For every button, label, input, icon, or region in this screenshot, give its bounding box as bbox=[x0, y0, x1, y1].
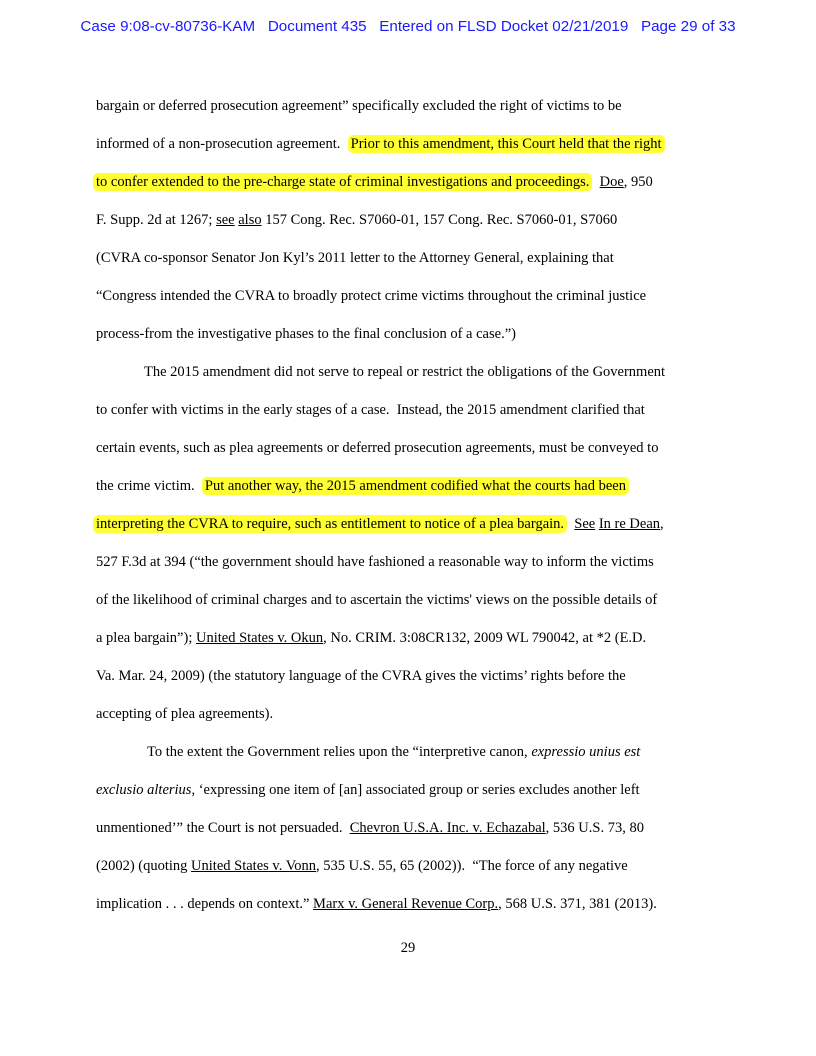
body-line: a plea bargain”); United States v. Okun, No. CRIM. 3:08CR132, 2009 WL 790042, at *2 (E.D. bbox=[96, 630, 647, 646]
case-citation: Chevron U.S.A. Inc. v. Echazabal bbox=[349, 820, 546, 836]
case-citation: In re Dean bbox=[598, 516, 661, 532]
latin-phrase: exclusio alterius bbox=[96, 782, 192, 798]
body-line: unmentioned’” the Court is not persuaded. Chevron U.S.A. Inc. v. Echazabal, 536 U.S. 73, 80 bbox=[96, 820, 644, 836]
body-line: Va. Mar. 24, 2009) (the statutory language of the CVRA gives the victims’ rights before the bbox=[96, 668, 626, 684]
body-line: (2002) (quoting United States v. Vonn, 535 U.S. 55, 65 (2002)). “The force of any negative bbox=[96, 858, 628, 874]
body-line: certain events, such as plea agreements or deferred prosecution agreements, must be conveyed to bbox=[96, 440, 659, 456]
case-citation: Doe bbox=[599, 174, 624, 190]
case-citation: United States v. Vonn bbox=[191, 858, 317, 874]
highlighted-text: to confer extended to the pre-charge state of criminal investigations and proceedings. bbox=[93, 173, 592, 191]
case-citation: United States v. Okun bbox=[195, 630, 324, 646]
body-line: “Congress intended the CVRA to broadly protect crime victims throughout the criminal justice bbox=[96, 288, 647, 304]
body-line: To the extent the Government relies upon the “interpretive canon, expressio unius est bbox=[147, 744, 641, 760]
body-line: The 2015 amendment did not serve to repeal or restrict the obligations of the Government bbox=[144, 364, 666, 380]
case-citation: Marx v. General Revenue Corp. bbox=[313, 896, 499, 912]
body-line: implication . . . depends on context.” Marx v. General Revenue Corp., 568 U.S. 371, 381 (2013). bbox=[96, 896, 657, 912]
body-line: F. Supp. 2d at 1267; see also 157 Cong. Rec. S7060-01, 157 Cong. Rec. S7060-01, S7060 bbox=[96, 212, 618, 228]
body-line: (CVRA co-sponsor Senator Jon Kyl’s 2011 letter to the Attorney General, explaining that bbox=[96, 250, 614, 266]
body-line: the crime victim. Put another way, the 2015 amendment codified what the courts had been bbox=[96, 476, 629, 496]
body-line: accepting of plea agreements). bbox=[96, 706, 274, 722]
body-line: process-from the investigative phases to the final conclusion of a case.”) bbox=[96, 326, 516, 342]
signal-also: also bbox=[238, 212, 262, 228]
body-line: informed of a non-prosecution agreement. Prior to this amendment, this Court held that the right bbox=[96, 134, 665, 154]
highlighted-text: Put another way, the 2015 amendment codified what the courts had been bbox=[202, 477, 629, 495]
body-line: 527 F.3d at 394 (“the government should have fashioned a reasonable way to inform the victims bbox=[96, 554, 654, 570]
latin-phrase: expressio unius est bbox=[531, 744, 641, 760]
page-number: 29 bbox=[400, 940, 416, 956]
body-line: interpreting the CVRA to require, such as entitlement to notice of a plea bargain. See In re Dean, bbox=[93, 514, 664, 534]
body-line: to confer with victims in the early stages of a case. Instead, the 2015 amendment clarified that bbox=[96, 402, 645, 418]
highlighted-text: interpreting the CVRA to require, such as entitlement to notice of a plea bargain. bbox=[93, 515, 567, 533]
body-line: of the likelihood of criminal charges and to ascertain the victims' views on the possible details of bbox=[96, 592, 658, 608]
body-line: bargain or deferred prosecution agreement” specifically excluded the right of victims to be bbox=[96, 98, 622, 114]
docket-header: Case 9:08-cv-80736-KAM Document 435 Entered on FLSD Docket 02/21/2019 Page 29 of 33 bbox=[80, 18, 736, 35]
signal-see: see bbox=[216, 212, 235, 228]
highlighted-text: Prior to this amendment, this Court held that the right bbox=[348, 135, 665, 153]
signal-see: See bbox=[574, 516, 596, 532]
body-line: to confer extended to the pre-charge state of criminal investigations and proceedings. Doe, 950 bbox=[93, 172, 653, 192]
body-line: exclusio alterius, ‘expressing one item of [an] associated group or series excludes another left bbox=[96, 782, 640, 798]
